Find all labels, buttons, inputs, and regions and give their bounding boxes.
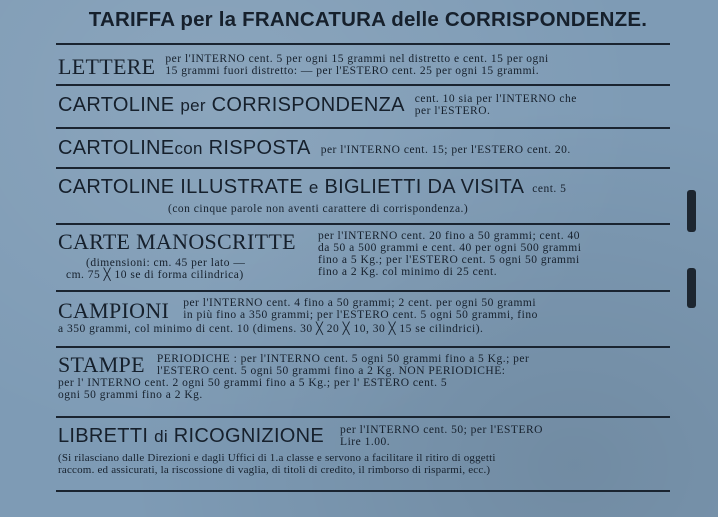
manoscritte-dim-1: (dimensioni: cm. 45 per lato — <box>86 257 246 269</box>
heading-stampe: STAMPE <box>58 352 145 377</box>
heading-cartoline-risposta <box>58 136 311 161</box>
manoscritte-line-4: fino a 2 Kg. col minimo di 25 cent. <box>318 266 498 278</box>
section-manoscritte <box>58 230 672 281</box>
heading-lettere: LETTERE <box>58 54 156 79</box>
libretti-note-1: (Si rilasciano dalle Direzioni e dagli Uffici di 1.a classe e servono a facilitare il ritiro di oggetti <box>58 452 496 464</box>
heading-part: CARTOLINE ILLUSTRATE <box>58 176 303 198</box>
heading-libretti <box>58 424 324 449</box>
libretti-line-1: per l'INTERNO cent. 50; per l'ESTERO <box>340 424 543 436</box>
heading-conjunction: di <box>154 427 168 446</box>
divider <box>56 346 670 348</box>
stampe-line-2: l'ESTERO cent. 5 ogni 50 grammi fino a 2 Kg. NON PERIODICHE: <box>156 365 506 377</box>
divider <box>56 490 670 492</box>
heading-part: RICOGNIZIONE <box>173 425 325 447</box>
campioni-line-1: per l'INTERNO cent. 4 fino a 50 grammi; 2 cent. per ogni 50 grammi <box>183 297 537 309</box>
heading-conjunction: con <box>174 139 203 158</box>
heading-part: CARTOLINE <box>58 137 175 159</box>
section-cartoline-corrispondenza <box>58 93 672 118</box>
section-lettere <box>58 53 672 79</box>
heading-conjunction: e <box>308 178 319 197</box>
heading-part: RISPOSTA <box>208 137 311 159</box>
cartoline-corr-line-1: cent. 10 sia per l'INTERNO che <box>414 93 577 105</box>
lettere-line-2: 15 grammi fuori distretto: — per l'ESTERO cent. 25 per ogni 15 grammi. <box>165 65 540 77</box>
binding-hole-top <box>687 190 696 232</box>
heading-illustrate <box>58 175 524 200</box>
manoscritte-line-3: fino a 5 Kg.; per l'ESTERO cent. 5 ogni 50 grammi <box>318 254 580 266</box>
divider <box>56 127 670 129</box>
divider <box>56 167 670 169</box>
heading-part: CARTOLINE <box>58 94 175 116</box>
divider <box>56 84 670 86</box>
stampe-line-1: PERIODICHE : per l'INTERNO cent. 5 ogni 50 grammi fino a 5 Kg.; per <box>156 353 530 365</box>
heading-manoscritte: CARTE MANOSCRITTE <box>58 229 296 254</box>
divider <box>56 223 670 225</box>
campioni-line-2: in più fino a 350 grammi; per l'ESTERO cent. 5 ogni 50 grammi, fino <box>183 309 538 321</box>
section-stampe <box>58 353 672 401</box>
divider <box>56 290 670 292</box>
lettere-line-1: per l'INTERNO cent. 5 per ogni 15 grammi nel distretto e cent. 15 per ogni <box>165 53 549 65</box>
illustrate-price: cent. 5 <box>532 183 567 195</box>
heading-part: CORRISPONDENZA <box>211 94 405 116</box>
divider <box>56 43 670 45</box>
divider <box>56 416 670 418</box>
illustrate-note: (con cinque parole non aventi carattere di corrispondenza.) <box>168 203 469 215</box>
page-title: TARIFFA per la FRANCATURA delle CORRISPONDENZE. <box>88 8 648 31</box>
libretti-line-2: Lire 1.00. <box>340 436 391 448</box>
section-libretti <box>58 424 672 476</box>
heading-part: BIGLIETTI DA VISITA <box>324 176 525 198</box>
cartoline-risp-text: per l'INTERNO cent. 15; per l'ESTERO cent. 20. <box>320 144 571 156</box>
section-cartoline-risposta <box>58 136 672 161</box>
binding-hole-bottom <box>687 268 696 308</box>
heading-campioni: CAMPIONI <box>58 298 170 323</box>
stampe-line-4: ogni 50 grammi fino a 2 Kg. <box>58 389 203 401</box>
heading-part: LIBRETTI <box>58 425 149 447</box>
campioni-line-3: a 350 grammi, col minimo di cent. 10 (dimens. 30 ╳ 20 ╳ 10, 30 ╳ 15 se cilindrici). <box>58 323 484 335</box>
manoscritte-dim-2: cm. 75 ╳ 10 se di forma cilindrica) <box>66 269 244 281</box>
stampe-line-3: per l' INTERNO cent. 2 ogni 50 grammi fino a 5 Kg.; per l' ESTERO cent. 5 <box>58 377 448 389</box>
heading-conjunction: per <box>180 96 206 115</box>
section-illustrate <box>58 175 672 215</box>
heading-cartoline-corrispondenza <box>58 93 405 118</box>
manoscritte-line-1: per l'INTERNO cent. 20 fino a 50 grammi; cent. 40 <box>318 230 580 242</box>
manoscritte-line-2: da 50 a 500 grammi e cent. 40 per ogni 500 grammi <box>318 242 582 254</box>
libretti-note-2: raccom. ed assicurati, la riscossione di vaglia, di titoli di credito, il rimborso di risparmi, ecc.) <box>58 464 491 476</box>
section-campioni <box>58 297 672 335</box>
cartoline-corr-line-2: per l'ESTERO. <box>414 105 491 117</box>
